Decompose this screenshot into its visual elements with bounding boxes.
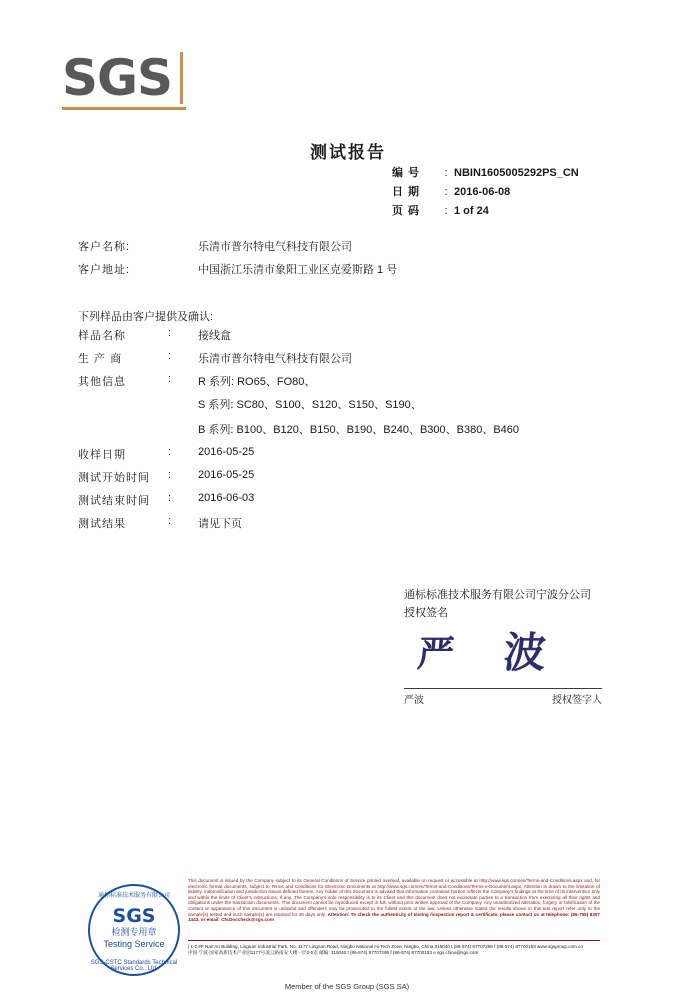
report-date: 2016-06-08 xyxy=(454,186,511,198)
meta-row xyxy=(392,202,579,221)
sgs-logo xyxy=(62,50,187,112)
page-number: 1 of 24 xyxy=(454,205,489,217)
field-value-continued: S 系列: SC80、S100、S120、S150、S190、 xyxy=(198,399,422,411)
customer-name-value: 乐清市普尔特电气科技有限公司 xyxy=(198,241,352,253)
field-value: 请见下页 xyxy=(198,518,242,530)
field-label: 测试结束时间 xyxy=(78,495,150,507)
field-colon: : xyxy=(168,515,172,527)
field-row-test-end xyxy=(78,490,519,513)
signature-org-line1: 通标标准技术服务有限公司宁波分公司 xyxy=(404,589,591,601)
field-row-test-start xyxy=(78,467,519,490)
signature-caption xyxy=(404,691,602,706)
report-meta xyxy=(392,164,579,221)
meta-label: 页码 xyxy=(392,205,424,217)
field-label: 收样日期 xyxy=(78,449,126,461)
seal-arc-bottom-text: SGS-CSTC Standards Technical Services Co., Ltd. xyxy=(90,960,178,972)
seal-arc-top-text: 通标标准技术服务有限公司 xyxy=(97,893,170,899)
field-value: 乐清市普尔特电气科技有限公司 xyxy=(198,353,352,365)
legal-body: This document is issued by the Company subject to its General Conditions of Service printed overleaf, available on request or accessible at http://www.sgs.com/en/Terms-and-Conditions.aspx and, for electronic format documents, subject to Terms and Conditions for Electronic Documents at http://www.sgs.com/en/Terms-and-Conditions/Terms-e-Document.aspx. Attention is drawn to the limitation of liability, indemnification and jurisdiction issues defined therein. Any holder of this document is advised that information contained hereon reflects the Company's findings at the time of its intervention only and within the limits of Client's instructions, if any. The Company's sole responsibility is to its Client and this document does not exonerate parties to a transaction from exercising all their rights and obligations under the transaction documents. This document cannot be reproduced except in full, without prior written approval of the Company. Any unauthorized alteration, forgery or falsification of the content or appearance of this document is unlawful and offenders may be prosecuted to the fullest extent of the law. Unless otherwise stated the results shown in this test report refer only to the sample(s) tested and such sample(s) are retained for 30 days only. xyxy=(188,878,600,917)
customer-block xyxy=(78,236,397,282)
sample-declaration: 下列样品由客户提供及确认: xyxy=(78,311,214,323)
signer-name: 严波 xyxy=(404,695,424,706)
seal-line1: 检测专用章 xyxy=(111,927,157,937)
legal-attention: Attention: To check the authenticity of testing /inspection report & certificate, please contact us at telephone: (86-755) 8307 1443, or email: CN.Doccheck@sgs.com xyxy=(188,911,600,923)
field-colon: : xyxy=(168,469,172,481)
field-row-sample-name xyxy=(78,325,519,348)
footer-address-cn: 中国·宁波·国家高新技术产业园1177号凌云路南安大楼一层2-5室 邮编: 315040 t (86-574) 87707296 f (86-574) 87700153 e sgs.china@sgs.com xyxy=(188,950,479,956)
sgs-logo-text: SGS xyxy=(62,49,173,107)
customer-address-row xyxy=(78,259,397,282)
seal-sgs-text: SGS xyxy=(112,905,156,927)
signer-role: 授权签字人 xyxy=(552,695,602,706)
handwritten-signature xyxy=(404,620,602,690)
field-colon: : xyxy=(168,446,172,458)
customer-name-label: 客户名称: xyxy=(78,241,131,253)
field-colon: : xyxy=(168,492,172,504)
field-value: R 系列: RO65、FO80、 xyxy=(198,376,316,388)
field-label: 样品名称 xyxy=(78,330,126,342)
report-number: NBIN1605005292PS_CN xyxy=(454,167,579,179)
meta-row xyxy=(392,164,579,183)
meta-label: 日期 xyxy=(392,186,424,198)
footer-address xyxy=(188,944,600,957)
footer-divider xyxy=(188,940,600,941)
field-value: 2016-05-25 xyxy=(198,446,255,458)
meta-colon: : xyxy=(444,167,448,179)
customer-address-label: 客户地址: xyxy=(78,264,131,276)
seal-line2: Testing Service xyxy=(103,939,165,949)
logo-horizontal-bar xyxy=(62,107,186,110)
meta-colon: : xyxy=(444,205,448,217)
sample-fields xyxy=(78,325,519,536)
field-value-continued: B 系列: B100、B120、B150、B190、B240、B300、B380、B460 xyxy=(198,424,520,436)
seal-inner xyxy=(102,906,166,954)
logo-vertical-bar xyxy=(180,52,183,104)
customer-address-value: 中国浙江乐清市象阳工业区克爱斯路 1 号 xyxy=(198,264,398,276)
signature-glyph-second: 波 xyxy=(501,628,549,677)
signature-organization xyxy=(404,586,591,622)
field-row-receive-date xyxy=(78,444,519,467)
field-colon: : xyxy=(168,373,172,385)
footer-address-en: | 1-2,#F Nan'An Building, Lingnan Industrial Park, No. 1177 Lingnan Road, Ningbo National Hi-Tech Zone, Ningbo, China 315040 t (86-574) 87707296 f (86-574) 87700153 www.sgsgroup.com.cn xyxy=(188,944,583,949)
footer-legal-text xyxy=(188,878,600,923)
meta-label: 编号 xyxy=(392,167,424,179)
field-colon: : xyxy=(168,327,172,339)
field-value: 接线盒 xyxy=(198,330,231,342)
field-value: 2016-06-03 xyxy=(198,492,255,504)
company-seal xyxy=(88,884,184,980)
page-title: 测试报告 xyxy=(310,143,386,162)
field-row-other-info xyxy=(78,371,519,394)
field-label: 生 产 商 xyxy=(78,353,123,365)
field-label: 测试结果 xyxy=(78,518,126,530)
meta-row xyxy=(392,183,579,202)
signature-divider xyxy=(404,688,602,689)
field-row-manufacturer xyxy=(78,348,519,371)
signature-glyph-first: 严 xyxy=(415,633,456,675)
field-value: 2016-05-25 xyxy=(198,469,255,481)
meta-colon: : xyxy=(444,186,448,198)
field-label: 测试开始时间 xyxy=(78,472,150,484)
signature-org-line2: 授权签名 xyxy=(404,607,448,619)
footer-member-note: Member of the SGS Group (SGS SA) xyxy=(284,982,410,991)
field-row-test-result xyxy=(78,513,519,536)
customer-name-row xyxy=(78,236,397,259)
field-colon: : xyxy=(168,350,172,362)
field-label: 其他信息 xyxy=(78,376,126,388)
